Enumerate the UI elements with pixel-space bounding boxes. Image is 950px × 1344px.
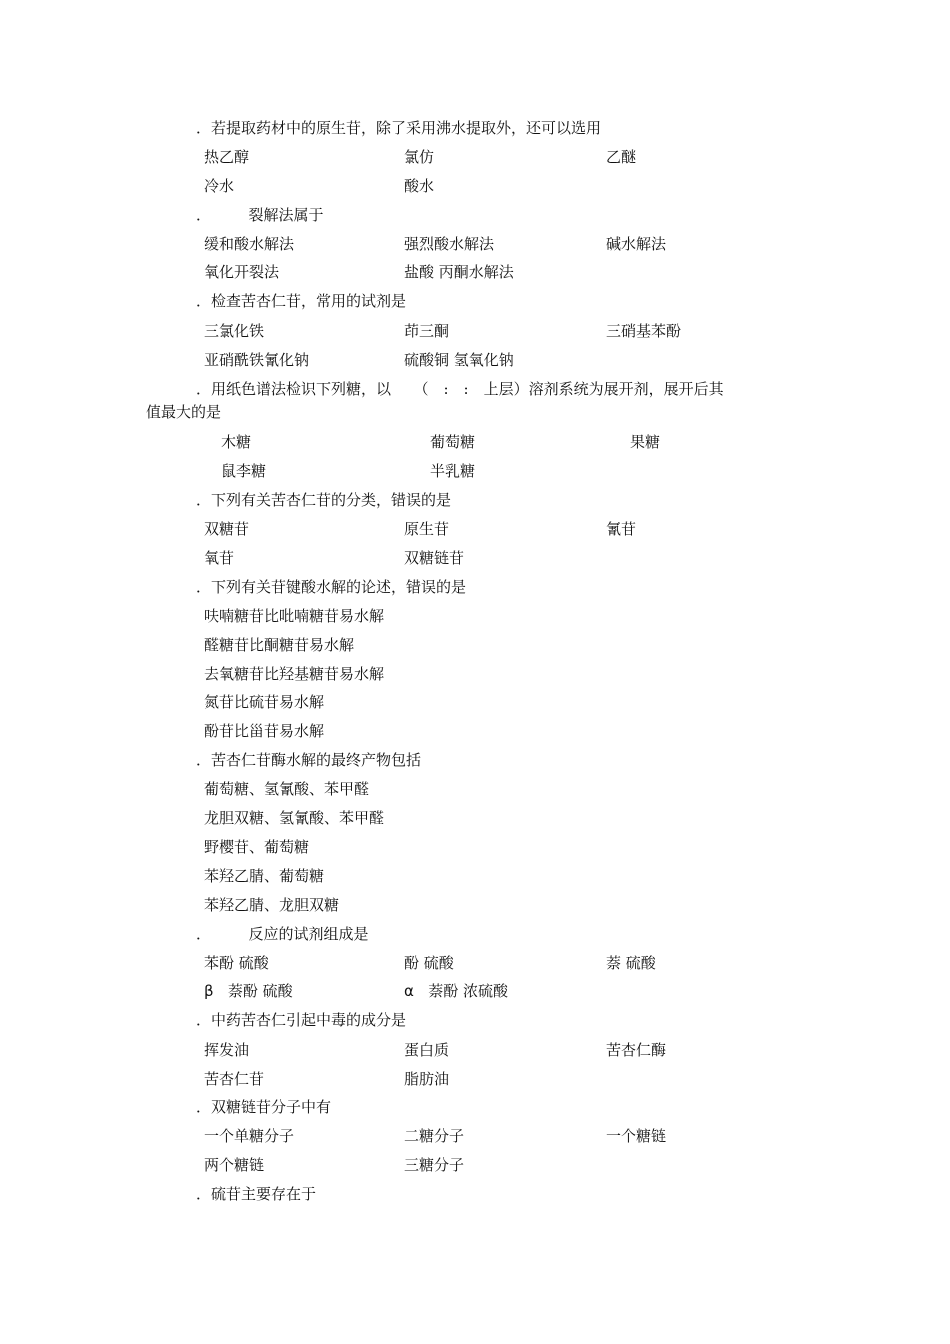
- option: 野樱苷、葡萄糖: [204, 838, 310, 856]
- option: 木糖: [221, 433, 252, 451]
- option: 强烈酸水解法: [404, 235, 495, 253]
- option: 茚三酮: [404, 322, 450, 340]
- option: 酚 硫酸: [404, 954, 454, 972]
- question-stem: ．若提取药材中的原生苷，除了采用沸水提取外，还可以选用: [196, 119, 602, 137]
- option: 氧化开裂法: [204, 263, 280, 281]
- option: 挥发油: [204, 1041, 250, 1059]
- option: 醛糖苷比酮糖苷易水解: [204, 636, 355, 654]
- option: 二糖分子: [404, 1127, 465, 1145]
- option: 苯羟乙腈、龙胆双糖: [204, 896, 340, 914]
- option-text: 萘酚 浓硫酸: [428, 982, 508, 1000]
- option: 葡萄糖、氢氰酸、苯甲醛: [204, 780, 370, 798]
- option: 半乳糖: [430, 462, 476, 480]
- option: 双糖链苷: [404, 549, 465, 567]
- option: 冷水: [204, 177, 235, 195]
- option: 果糖: [630, 433, 661, 451]
- option: 一个单糖分子: [204, 1127, 295, 1145]
- option: 三氯化铁: [204, 322, 265, 340]
- option: 苦杏仁苷: [204, 1070, 265, 1088]
- option: 三硝基苯酚: [606, 322, 682, 340]
- option: 氮苷比硫苷易水解: [204, 693, 325, 711]
- question-stem: ． 裂解法属于: [196, 206, 324, 224]
- question-stem: ．双糖链苷分子中有: [196, 1098, 332, 1116]
- question-stem: ．下列有关苦杏仁苷的分类，错误的是: [196, 491, 452, 509]
- option: 酚苷比甾苷易水解: [204, 722, 325, 740]
- option: 盐酸 丙酮水解法: [404, 263, 514, 281]
- option: 热乙醇: [204, 148, 250, 166]
- option: 亚硝酰铁氰化钠: [204, 351, 310, 369]
- option: 酸水: [404, 177, 435, 195]
- option: 缓和酸水解法: [204, 235, 295, 253]
- option: [404, 981, 508, 1001]
- question-stem: ．硫苷主要存在于: [196, 1185, 317, 1203]
- option: 原生苷: [404, 520, 450, 538]
- option: 氧苷: [204, 549, 235, 567]
- option: 乙醚: [606, 148, 637, 166]
- option: 呋喃糖苷比吡喃糖苷易水解: [204, 607, 385, 625]
- question-stem: ．检查苦杏仁苷，常用的试剂是: [196, 292, 407, 310]
- question-stem: ． 反应的试剂组成是: [196, 925, 369, 943]
- option: 蛋白质: [404, 1041, 450, 1059]
- option: 碱水解法: [606, 235, 667, 253]
- option-text: 萘酚 硫酸: [227, 982, 293, 1000]
- option: 苯羟乙腈、葡萄糖: [204, 867, 325, 885]
- question-stem: ．用纸色谱法检识下列糖，以 （ : : 上层）溶剂系统为展开剂，展开后其: [196, 380, 724, 398]
- option: 双糖苷: [204, 520, 250, 538]
- option: 苦杏仁酶: [606, 1041, 667, 1059]
- option: 三糖分子: [404, 1156, 465, 1174]
- option: 苯酚 硫酸: [204, 954, 269, 972]
- question-stem: ．下列有关苷键酸水解的论述，错误的是: [196, 578, 467, 596]
- option: 一个糖链: [606, 1127, 667, 1145]
- question-stem: ．中药苦杏仁引起中毒的成分是: [196, 1011, 407, 1029]
- greek-letter: α: [404, 982, 414, 1000]
- question-stem-continued: 值最大的是: [146, 403, 222, 421]
- option: 脂肪油: [404, 1070, 450, 1088]
- option: 去氧糖苷比羟基糖苷易水解: [204, 665, 385, 683]
- option: 氯仿: [404, 148, 435, 166]
- greek-letter: β: [204, 982, 214, 1000]
- option: 龙胆双糖、氢氰酸、苯甲醛: [204, 809, 385, 827]
- question-stem: ．苦杏仁苷酶水解的最终产物包括: [196, 751, 422, 769]
- option: 硫酸铜 氢氧化钠: [404, 351, 514, 369]
- option: 鼠李糖: [221, 462, 267, 480]
- option: 氰苷: [606, 520, 637, 538]
- option: 葡萄糖: [430, 433, 476, 451]
- option: [204, 981, 293, 1001]
- option: 萘 硫酸: [606, 954, 656, 972]
- option: 两个糖链: [204, 1156, 265, 1174]
